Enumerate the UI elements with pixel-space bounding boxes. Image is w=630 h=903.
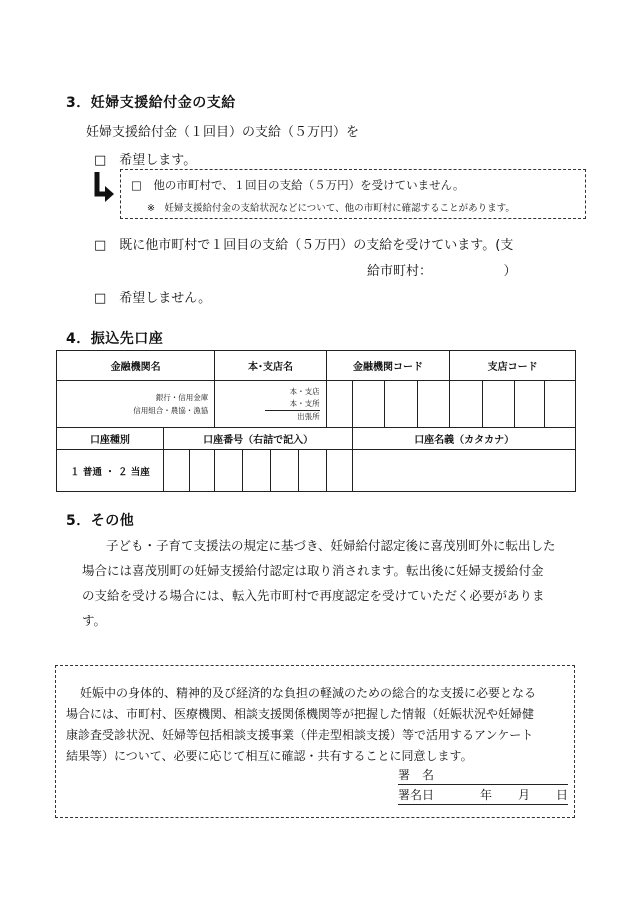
header-account-holder: 口座名義（カタカナ）	[353, 428, 576, 450]
header-account-number: 口座番号（右詰で記入）	[163, 428, 352, 450]
branch-type-3: 出張所	[265, 410, 319, 423]
section3-intro: 妊婦支援給付金（１回目）の支給（５万円）を	[86, 125, 360, 140]
bank-code-digit[interactable]	[417, 381, 450, 428]
account-number-digit[interactable]	[326, 450, 353, 492]
account-type-field[interactable]: １ 普通 ・ ２ 当座	[57, 450, 164, 492]
header-bank-name: 金融機関名	[57, 351, 215, 381]
option-already[interactable]: □ 既に他市町村で１回目の支給（５万円）の支給を受けています。(支	[94, 238, 514, 253]
account-number-digit[interactable]	[270, 450, 298, 492]
section5-heading: 5．その他	[66, 513, 135, 529]
signature-label: 署 名	[398, 768, 435, 782]
bank-code-digit[interactable]	[385, 381, 418, 428]
bank-type-1: 銀行・信用金庫	[155, 393, 209, 402]
consent-line: 場合には、市町村、医療機関、相談支援関係機関等が把握した情報（妊娠状況や妊婦健	[66, 707, 535, 721]
signature-field[interactable]	[398, 766, 568, 785]
option-already-municipality: 給市町村： ）	[367, 264, 517, 279]
day-label: 日	[556, 788, 569, 802]
branch-code-digit[interactable]	[514, 381, 545, 428]
branch-name-field[interactable]	[215, 381, 326, 428]
account-number-digit[interactable]	[163, 450, 189, 492]
bent-arrow-icon	[92, 170, 116, 206]
account-number-digit[interactable]	[189, 450, 215, 492]
signature-date-field[interactable]	[398, 786, 568, 805]
bank-code-digit[interactable]	[326, 381, 353, 428]
bank-account-table	[56, 350, 576, 492]
section4-heading: 4．振込先口座	[66, 331, 164, 347]
bank-name-field[interactable]	[57, 381, 215, 428]
option-hope[interactable]: □ 希望します。	[94, 153, 197, 168]
header-branch-code: 支店コード	[450, 351, 576, 381]
month-label: 月	[518, 788, 531, 802]
section3-heading: 3．妊婦支援給付金の支給	[66, 95, 236, 111]
branch-code-digit[interactable]	[482, 381, 514, 428]
section5-body	[82, 533, 582, 633]
branch-code-digit[interactable]	[450, 381, 483, 428]
section5-line: 子ども・子育て支援法の規定に基づき、妊婦給付認定後に喜茂別町外に転出した	[106, 538, 556, 553]
account-holder-field[interactable]	[353, 450, 576, 492]
header-account-type: 口座種別	[57, 428, 164, 450]
header-branch-name: 本･支店名	[215, 351, 326, 381]
consent-line: 結果等）について、必要に応じて相互に確認・共有することに同意します。	[66, 749, 473, 763]
account-number-digit[interactable]	[298, 450, 326, 492]
consent-box	[55, 665, 575, 818]
sub-option-checkbox-line[interactable]: □ 他の市町村で、１回目の支給（５万円）を受けていません。	[131, 178, 465, 192]
section5-line: す。	[82, 613, 107, 628]
branch-type-2: 本・支所	[289, 398, 320, 408]
year-label: 年	[480, 788, 493, 802]
bank-type-2: 信用組合・農協・漁協	[133, 406, 209, 415]
header-bank-code: 金融機関コード	[326, 351, 450, 381]
section5-line: の支給を受ける場合には、転入先市町村で再度認定を受けていただく必要がありま	[82, 588, 545, 603]
sub-option-note: ※ 妊婦支援給付金の支給状況などについて、他の市町村に確認することがあります。	[147, 203, 515, 214]
option-no[interactable]: □ 希望しません。	[94, 291, 212, 306]
consent-line: 康診査受診状況、妊婦等包括相談支援事業（伴走型相談支援）等で活用するアンケート	[66, 728, 534, 742]
section5-line: 場合には喜茂別町の妊婦支援給付認定は取り消されます。転出後に妊婦支援給付金	[82, 563, 544, 578]
branch-code-digit[interactable]	[545, 381, 576, 428]
account-number-digit[interactable]	[243, 450, 271, 492]
sub-option-box	[120, 169, 586, 219]
consent-line: 妊娠中の身体的、精神的及び経済的な負担の軽減のための総合的な支援に必要となる	[80, 686, 537, 700]
account-number-digit[interactable]	[215, 450, 243, 492]
bank-code-digit[interactable]	[353, 381, 385, 428]
consent-text	[66, 683, 572, 767]
branch-type-1: 本・支店	[289, 386, 320, 396]
date-label: 署名日	[398, 788, 435, 802]
